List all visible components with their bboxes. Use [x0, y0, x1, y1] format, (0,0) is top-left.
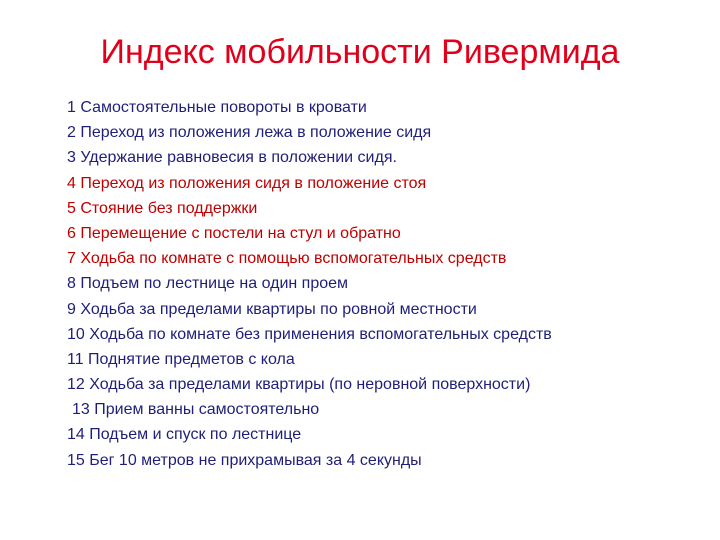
- list-item: 11 Поднятие предметов с кола: [67, 350, 295, 368]
- list-item: 10 Ходьба по комнате без применения вспомогательных средств: [67, 325, 552, 343]
- list-item: 13 Прием ванны самостоятельно: [72, 401, 320, 419]
- list-item: 6 Перемещение с постели на стул и обратно: [67, 224, 401, 242]
- list-item: 14 Подъем и спуск по лестнице: [67, 426, 302, 444]
- slide-title: Индекс мобильности Ривермида: [100, 33, 620, 71]
- mobility-index-list: [67, 95, 552, 473]
- list-item: 7 Ходьба по комнате с помощью вспомогательных средств: [67, 250, 507, 268]
- list-item: 5 Стояние без поддержки: [67, 199, 258, 217]
- list-item: 3 Удержание равновесия в положении сидя.: [67, 149, 397, 167]
- list-item: 8 Подъем по лестнице на один проем: [67, 275, 349, 293]
- list-item: 2 Переход из положения лежа в положение сидя: [67, 124, 432, 142]
- list-item: 12 Ходьба за пределами квартиры (по неровной поверхности): [67, 376, 531, 394]
- list-item: 15 Бег 10 метров не прихрамывая за 4 секунды: [67, 451, 422, 469]
- list-item: 4 Переход из положения сидя в положение стоя: [67, 174, 427, 192]
- list-item: 9 Ходьба за пределами квартиры по ровной местности: [67, 300, 477, 318]
- list-item: 1 Самостоятельные повороты в кровати: [67, 99, 367, 116]
